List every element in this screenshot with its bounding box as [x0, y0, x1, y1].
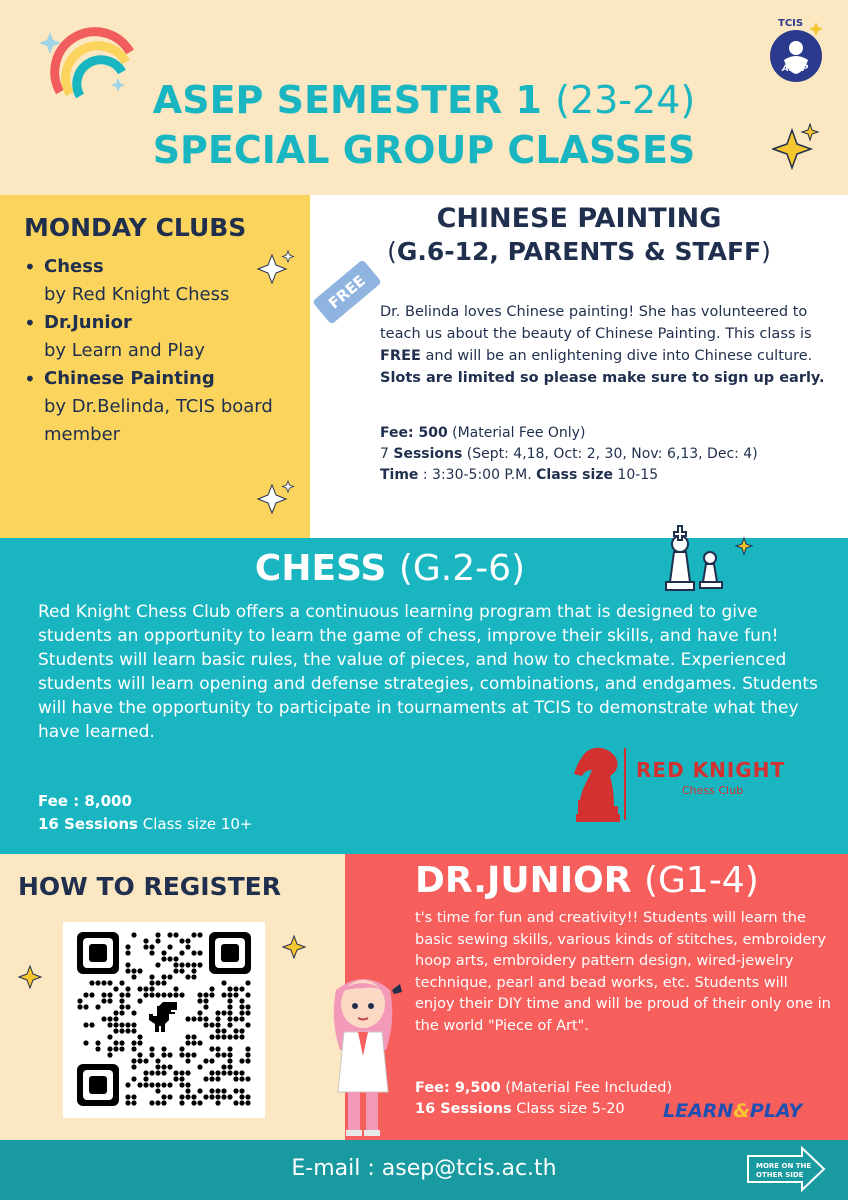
desc-emphasis: Slots are limited so please make sure to sign up early. — [380, 370, 825, 386]
contact-email[interactable]: E-mail : asep@tcis.ac.th — [291, 1156, 557, 1181]
club-name: • Chinese Painting — [44, 368, 215, 389]
fee-note: (Material Fee Only) — [447, 425, 586, 441]
chess-details — [38, 790, 253, 836]
chess-title-paren: (G.2-6) — [398, 548, 526, 589]
list-item — [44, 309, 314, 365]
subtitle-close-paren: ) — [761, 237, 771, 266]
chess-section — [0, 538, 848, 854]
chinese-painting-details — [380, 423, 830, 486]
chinese-painting-title: CHINESE PAINTING — [436, 203, 722, 234]
club-by: by Red Knight Chess — [44, 284, 230, 305]
dr-junior-details — [415, 1078, 672, 1120]
more-label-line2: OTHER SIDE — [756, 1171, 804, 1179]
logo-play: PLAY — [749, 1100, 803, 1122]
chess-title-main: CHESS — [254, 548, 399, 589]
red-knight-horse-icon — [568, 742, 626, 822]
chess-description: Red Knight Chess Club offers a continuous learning program that is designed to give students an opportunity to learn the game of chess, improve their skills, and have fun! Students will learn basic rules, the value of pieces, and how to checkmate. Experienced students will learn opening and defense strategies, combinations, and endgames. Students will have the opportunity to participate in tournaments at TCIS to demonstrate what they have learned. — [38, 602, 818, 742]
chinese-painting-subtitle — [310, 237, 848, 266]
chinese-painting-description — [380, 301, 825, 389]
desc-text: and will be an enlightening dive into Chinese culture. — [420, 348, 813, 364]
sessions-dates: (Sept: 4,18, Oct: 2, 30, Nov: 6,13, Dec: 4) — [462, 446, 758, 462]
register-heading: HOW TO REGISTER — [18, 872, 282, 901]
sparkle-icon — [16, 962, 48, 994]
title-paren: (23-24) — [555, 78, 696, 122]
header-section — [0, 0, 848, 195]
chess-pieces-icon — [648, 508, 758, 596]
junior-sessions: 16 Sessions — [415, 1101, 512, 1117]
dr-junior-description — [415, 908, 840, 1037]
red-knight-logo-name: RED KNIGHT — [636, 758, 786, 782]
class-size-value: 10-15 — [612, 467, 659, 483]
desc-text: t's time for fun and creativity!! Students will learn the basic sewing skills, various kinds of stitches, embroidery hoop arts, embroidery pattern design, wired-jewelry technique, pearl and bead works, etc. Students will — [415, 910, 826, 991]
more-label-line1: MORE ON THE — [756, 1162, 812, 1170]
logo-learn: LEARN — [663, 1100, 734, 1122]
logo-text-inner: ASEP — [782, 64, 809, 74]
club-name: • Chess — [44, 256, 104, 277]
register-section — [0, 854, 345, 1140]
free-tag — [312, 259, 382, 324]
red-knight-logo-sub: Chess Club — [682, 784, 744, 797]
monday-heading: MONDAY CLUBS — [24, 213, 247, 242]
sparkle-icon — [280, 932, 312, 964]
time-label: Time — [380, 467, 419, 483]
junior-fee-label: Fee: 9,500 — [415, 1080, 501, 1096]
learn-and-play-logo — [663, 1100, 802, 1122]
sessions-label: Sessions — [393, 446, 463, 462]
junior-class-size: Class size 5-20 — [511, 1101, 625, 1117]
sparkle-icon — [256, 479, 296, 519]
subtitle-open-paren: ( — [387, 237, 397, 266]
footer-bar — [0, 1140, 848, 1200]
club-by: by Learn and Play — [44, 340, 205, 361]
monday-clubs-section — [0, 195, 310, 538]
desc-free: FREE — [380, 348, 421, 364]
class-size-label: Class size — [536, 467, 613, 483]
club-name: • Dr.Junior — [44, 312, 132, 333]
logo-text-top: TCIS — [778, 18, 804, 29]
chinese-painting-section — [310, 195, 848, 538]
junior-title-paren: (G1-4) — [643, 860, 759, 901]
chess-sessions: 16 Sessions — [38, 815, 138, 833]
chess-fee: Fee : 8,000 — [38, 792, 132, 810]
free-tag-label: FREE — [325, 271, 369, 313]
time-value: : 3:30-5:00 P.M. — [418, 467, 537, 483]
title-main: ASEP SEMESTER 1 — [152, 78, 556, 122]
dr-junior-section — [345, 854, 848, 1140]
logo-divider — [624, 748, 626, 820]
junior-fee-note: (Material Fee Included) — [500, 1080, 673, 1096]
fee-label: Fee: 500 — [380, 425, 448, 441]
time-line — [380, 465, 830, 486]
club-by: by Dr.Belinda, TCIS board member — [44, 396, 273, 445]
sessions-line — [380, 444, 830, 465]
registration-qr-code[interactable] — [63, 922, 265, 1118]
list-item — [44, 365, 314, 449]
dr-junior-title — [415, 860, 759, 901]
doctor-girl-illustration — [318, 960, 408, 1140]
desc-text: Dr. Belinda loves Chinese painting! She has volunteered to teach us about the beauty of Chinese Painting. This class is — [380, 304, 812, 342]
sessions-count: 7 — [380, 446, 394, 462]
more-on-other-side-arrow[interactable] — [744, 1146, 828, 1192]
sparkle-icon — [256, 249, 296, 289]
junior-title-main: DR.JUNIOR — [415, 860, 644, 901]
qr-code-icon — [63, 922, 265, 1118]
page-title-line1 — [0, 78, 848, 122]
logo-amp: & — [733, 1100, 750, 1122]
desc-text: enjoy their DIY time and will be proud of their only one in the world "Piece of Art". — [415, 996, 831, 1034]
chess-class-size: Class size 10+ — [137, 815, 253, 833]
fee-line — [380, 423, 830, 444]
subtitle-grades: G.6-12, PARENTS & STAFF — [396, 237, 762, 266]
page-title-line2: SPECIAL GROUP CLASSES — [152, 128, 696, 172]
sparkle-icon — [772, 122, 822, 174]
